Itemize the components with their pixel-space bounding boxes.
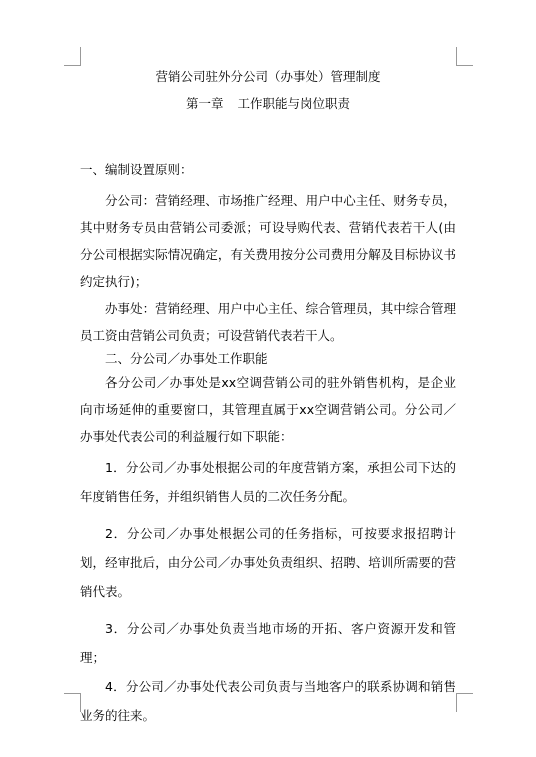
paragraph-branch: 分公司：营销经理、市场推广经理、用户中心主任、财务专员，其中财务专员由营销公司委派；可设导购代表、营销代表若干人(由分公司根据实际情况确定，有关费用按分公司费用分解及目标协议书约定执行)； [80,193,456,289]
section-heading-2: 二、分公司／办事处工作职能 [105,351,268,366]
crop-mark-bottom-right [456,693,473,712]
list-item-4: 4．分公司／办事处代表公司负责与当地客户的联系协调和销售业务的往来。 [80,679,456,723]
list-item-1: 1．分公司／办事处根据公司的年度营销方案，承担公司下达的年度销售任务，并组织销售人员的二次任务分配。 [80,460,456,504]
list-item-3: 3．分公司／办事处负责当地市场的开拓、客户资源开发和管理； [80,621,456,665]
section-heading-1: 一、编制设置原则： [80,162,193,177]
list-item-2: 2．分公司／办事处根据公司的任务指标，可按要求报招聘计划，经审批后，由分公司／办事处负责组织、招聘、培训所需要的营销代表。 [80,526,456,599]
document-title: 营销公司驻外分公司（办事处）管理制度 [155,69,381,84]
paragraph-intro: 各分公司／办事处是xx空调营销公司的驻外销售机构，是企业向市场延伸的重要窗口，其管理直属于xx空调营销公司。分公司／办事处代表公司的利益履行如下职能： [80,375,456,444]
chapter-heading: 第一章 工作职能与岗位职责 [186,96,350,111]
crop-mark-bottom-left [64,693,81,712]
crop-mark-top-left [64,47,81,66]
paragraph-office: 办事处：营销经理、用户中心主任、综合管理员，其中综合管理员工资由营销公司负责；可设营销代表若干人。 [80,301,456,343]
crop-mark-top-right [456,47,473,66]
document-body [80,64,456,730]
